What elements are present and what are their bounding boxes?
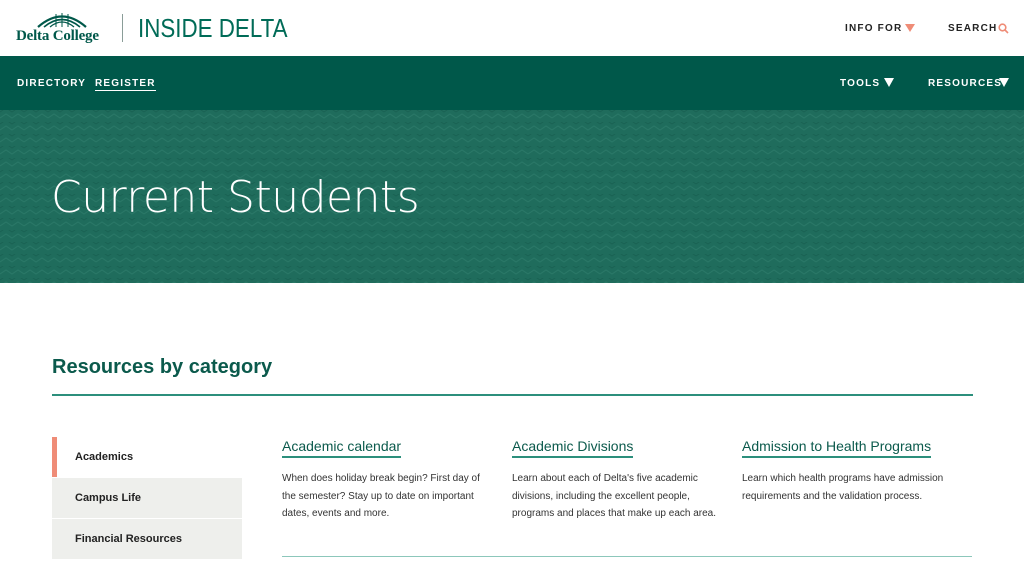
category-item-financial-resources[interactable]: Financial Resources	[52, 519, 242, 560]
top-header	[0, 0, 1024, 56]
category-item-academics[interactable]: Academics	[52, 437, 242, 478]
chevron-down-icon[interactable]	[884, 78, 894, 87]
site-title[interactable]: INSIDE DELTA	[138, 13, 288, 43]
resource-card-description: Learn which health programs have admission requirements and the validation process.	[742, 473, 944, 502]
search-link[interactable]: SEARCH	[948, 23, 998, 34]
nav-tools[interactable]: TOOLS	[840, 78, 881, 89]
nav-resources[interactable]: RESOURCES	[928, 78, 1003, 89]
nav-register[interactable]: REGISTER	[95, 78, 156, 89]
logo-text: Delta College	[16, 28, 99, 44]
resource-card-description: Learn about each of Delta's five academic divisions, including the excellent people, programs and places that make up each area.	[512, 473, 717, 519]
category-list	[52, 437, 242, 560]
nav-directory[interactable]: DIRECTORY	[17, 78, 87, 89]
chevron-down-icon[interactable]	[905, 24, 915, 32]
main-nav	[0, 56, 1024, 110]
chevron-down-icon[interactable]	[999, 78, 1009, 87]
logo-arch-icon	[36, 10, 88, 28]
resource-card-title[interactable]: Academic calendar	[282, 438, 401, 458]
search-icon[interactable]	[998, 23, 1009, 34]
resource-card-title[interactable]: Academic Divisions	[512, 438, 633, 458]
resource-card-description: When does holiday break begin? First day of the semester? Stay up to date on important dates, events and more.	[282, 473, 480, 519]
section-heading: Resources by category	[52, 356, 273, 378]
category-item-campus-life[interactable]: Campus Life	[52, 478, 242, 519]
delta-college-logo[interactable]	[16, 10, 108, 46]
hero-banner	[0, 110, 1024, 283]
resource-card-title[interactable]: Admission to Health Programs	[742, 438, 931, 458]
section-divider	[52, 394, 973, 396]
resource-card	[742, 438, 952, 505]
resource-card	[512, 438, 722, 523]
header-divider	[122, 14, 123, 42]
page-title: Current Students	[51, 172, 420, 223]
info-for-menu[interactable]: INFO FOR	[845, 23, 903, 34]
resource-card	[282, 438, 492, 523]
cards-divider	[282, 556, 972, 557]
